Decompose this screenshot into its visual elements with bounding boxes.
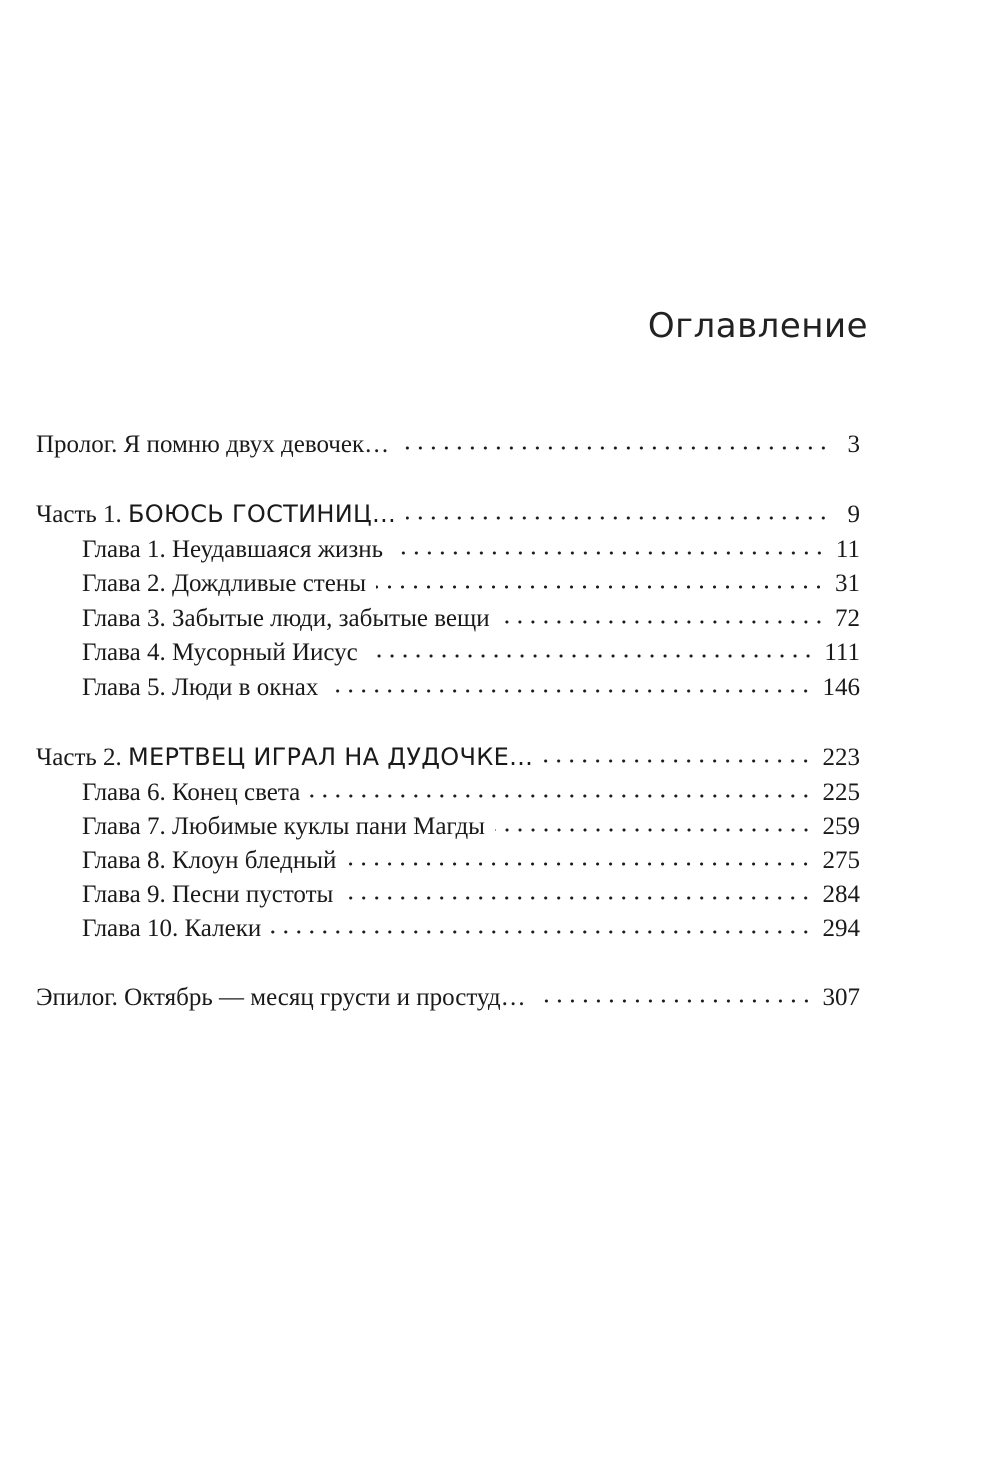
dot-leader bbox=[343, 896, 812, 900]
toc-entry-label bbox=[36, 499, 396, 530]
toc-entry-label: Эпилог. Октябрь — месяц грусти и простуд… bbox=[36, 984, 526, 1011]
part-prefix: Часть 1. bbox=[36, 501, 129, 528]
part-title: МЕРТВЕЦ ИГРАЛ НА ДУДОЧКЕ… bbox=[128, 743, 534, 771]
toc-page-number: 307 bbox=[822, 984, 860, 1011]
toc-entry-part-2 bbox=[36, 742, 860, 773]
toc-page-number: 146 bbox=[822, 674, 860, 701]
toc-page-number: 111 bbox=[824, 639, 860, 666]
toc-entry-label: Глава 10. Калеки bbox=[82, 915, 262, 942]
toc-entry-label bbox=[36, 742, 533, 773]
part-title: БОЮСЬ ГОСТИНИЦ… bbox=[128, 500, 397, 528]
part-prefix: Часть 2. bbox=[36, 744, 129, 771]
toc-entry-label: Глава 8. Клоун бледный bbox=[82, 847, 337, 874]
toc-entry-chapter bbox=[82, 535, 860, 565]
toc-entry-label: Глава 4. Мусорный Иисус bbox=[82, 639, 358, 666]
toc-entry-chapter bbox=[82, 846, 860, 876]
toc-entry-label: Глава 1. Неудавшаяся жизнь bbox=[82, 536, 384, 563]
toc-entry-label: Глава 6. Конец света bbox=[82, 779, 301, 806]
toc-entry-label: Глава 9. Песни пустоты bbox=[82, 881, 334, 908]
dot-leader bbox=[271, 930, 812, 934]
dot-leader bbox=[536, 999, 813, 1003]
toc-page-number: 223 bbox=[822, 744, 860, 771]
dot-leader bbox=[346, 862, 812, 866]
toc-entry-label: Глава 3. Забытые люди, забытые вещи bbox=[82, 605, 490, 632]
toc-entry-epilogue bbox=[36, 983, 860, 1013]
toc-entry-prologue bbox=[36, 430, 860, 460]
toc-page-number: 72 bbox=[835, 605, 860, 632]
toc-entry-part-1 bbox=[36, 499, 860, 530]
toc-entry-chapter bbox=[82, 914, 860, 944]
toc-page-number: 259 bbox=[822, 813, 860, 840]
toc-entry-chapter bbox=[82, 569, 860, 599]
toc-page-number: 294 bbox=[822, 915, 860, 942]
dot-leader bbox=[368, 654, 815, 658]
dot-leader bbox=[500, 620, 825, 624]
toc-entry-label: Пролог. Я помню двух девочек… bbox=[36, 431, 390, 458]
toc-page-number: 11 bbox=[835, 536, 860, 563]
dot-leader bbox=[376, 585, 825, 589]
toc-entry-chapter bbox=[82, 880, 860, 910]
dot-leader bbox=[328, 689, 812, 693]
dot-leader bbox=[310, 794, 812, 798]
toc-entry-chapter bbox=[82, 812, 860, 842]
toc-entry-chapter bbox=[82, 778, 860, 808]
toc-entry-label: Глава 2. Дождливые стены bbox=[82, 570, 366, 597]
dot-leader bbox=[399, 446, 830, 450]
toc-page-number: 225 bbox=[822, 779, 860, 806]
toc-entry-chapter bbox=[82, 604, 860, 634]
dot-leader bbox=[495, 828, 813, 832]
toc-page-number: 31 bbox=[835, 570, 860, 597]
page-title: Оглавление bbox=[647, 306, 868, 346]
dot-leader bbox=[393, 551, 826, 555]
toc-page-number: 9 bbox=[847, 501, 860, 528]
toc-page-number: 275 bbox=[822, 847, 860, 874]
dot-leader bbox=[406, 516, 830, 520]
dot-leader bbox=[543, 759, 812, 763]
toc-entry-chapter bbox=[82, 673, 860, 703]
toc-page-number: 3 bbox=[847, 431, 860, 458]
toc-page-number: 284 bbox=[822, 881, 860, 908]
toc-entry-label: Глава 5. Люди в окнах bbox=[82, 674, 319, 701]
toc-entry-label: Глава 7. Любимые куклы пани Магды bbox=[82, 813, 485, 840]
toc-entry-chapter bbox=[82, 638, 860, 668]
